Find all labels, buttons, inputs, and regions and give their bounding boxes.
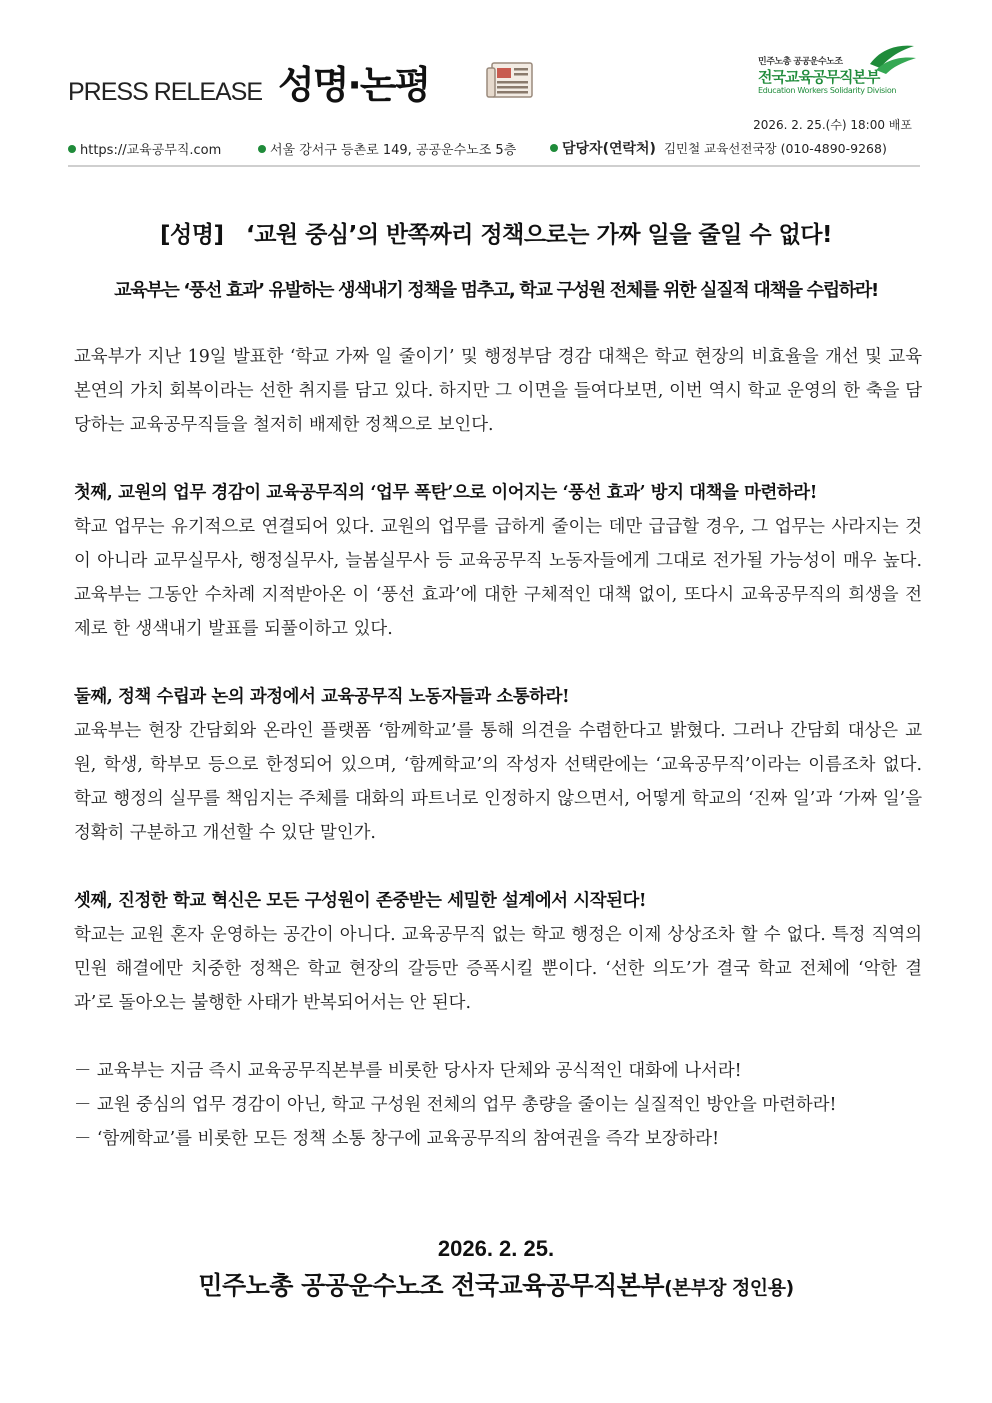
info-bar: [68, 139, 924, 161]
signature-org-name: 민주노총 공공운수노조 전국교육공무직본부: [198, 1271, 665, 1300]
logo-line3: Education Workers Solidarity Division: [758, 86, 897, 95]
signature-org: [0, 1266, 992, 1302]
press-release-label: PRESS RELEASE: [68, 78, 263, 106]
website-item[interactable]: [68, 139, 221, 158]
contact-value: 김민철 교육선전국장 (010-4890-9268): [663, 141, 887, 156]
demand-item: － 교육부는 지금 즉시 교육공무직본부를 비롯한 당사자 단체와 공식적인 대화에 나서라!: [74, 1061, 742, 1081]
statement-body: [74, 340, 922, 1156]
logo-line2: 전국교육공무직본부: [758, 68, 880, 86]
intro-paragraph: 교육부가 지난 19일 발표한 ‘학교 가짜 일 줄이기’ 및 행정부담 경감 대책은 학교 현장의 비효율을 개선 및 교육 본연의 가치 회복이라는 선한 취지를 담고 있다. 하지만 그 이면을 들여다보면, 이번 역시 학교 운영의 한 축을 담당하는 교육공무직들을 철저히 배제한 정책으로 보인다.: [74, 347, 922, 435]
section-body: 교육부는 현장 간담회와 온라인 플랫폼 ‘함께학교’를 통해 의견을 수렴한다고 밝혔다. 그러나 간담회 대상은 교원, 학생, 학부모 등으로 한정되어 있으며, ‘함께학교’의 작성자 선택란에는 ‘교육공무직’이라는 이름조차 없다. 학교 행정의 실무를 책임지는 주체를 대화의 파트너로 인정하지 않으면서, 어떻게 학교의 ‘진짜 일’과 ‘가짜 일’을 정확히 구분하고 개선할 수 있단 말인가.: [74, 721, 922, 843]
union-logo: [758, 48, 928, 100]
website-link[interactable]: https://교육공무직.com: [80, 143, 222, 158]
demand-item: － 교원 중심의 업무 경감이 아닌, 학교 구성원 전체의 업무 총량을 줄이는 실질적인 방안을 마련하라!: [74, 1095, 837, 1115]
address-item: [258, 139, 516, 158]
address-text: 서울 강서구 등촌로 149, 공공운수노조 5층: [270, 143, 517, 158]
release-date: 2026. 2. 25.(수) 18:00 배포: [753, 118, 912, 132]
section-heading: 둘째, 정책 수립과 논의 과정에서 교육공무직 노동자들과 소통하라!: [74, 687, 570, 707]
contact-item: [550, 138, 887, 158]
bullet-dot-icon: [68, 145, 76, 153]
demand-item: － ‘함께학교’를 비롯한 모든 정책 소통 창구에 교육공무직의 참여권을 즉각 보장하라!: [74, 1129, 720, 1149]
section-body: 학교는 교원 혼자 운영하는 공간이 아니다. 교육공무직 없는 학교 행정은 이제 상상조차 할 수 없다. 특정 직역의 민원 해결에만 치중한 정책은 학교 현장의 갈등만 증폭시킬 뿐이다. ‘선한 의도’가 결국 학교 전체에 ‘악한 결과’로 돌아오는 불행한 사태가 반복되어서는 안 된다.: [74, 925, 922, 1013]
bullet-dot-icon: [258, 145, 266, 153]
demands-list: [74, 1054, 922, 1156]
newspaper-icon: [484, 60, 536, 102]
contact-label: 담당자(연락처): [562, 141, 656, 157]
header: [68, 48, 924, 132]
logo-line1: 민주노총 공공운수노조: [758, 57, 843, 67]
statement-title: [성명] ‘교원 중심’의 반쪽짜리 정책으로는 가짜 일을 줄일 수 없다!: [160, 222, 832, 248]
signature-representative: (본부장 정인용): [664, 1277, 794, 1299]
doc-type-title: 성명·논평: [278, 63, 430, 107]
signature-date: 2026. 2. 25.: [437, 1236, 555, 1261]
section-heading: 셋째, 진정한 학교 혁신은 모든 구성원이 존중받는 세밀한 설계에서 시작된다!: [74, 891, 647, 911]
header-divider: [68, 165, 920, 167]
section-body: 학교 업무는 유기적으로 연결되어 있다. 교원의 업무를 급하게 줄이는 데만 급급할 경우, 그 업무는 사라지는 것이 아니라 교무실무사, 행정실무사, 늘봄실무사 등 교육공무직 노동자들에게 그대로 전가될 가능성이 매우 높다. 교육부는 그동안 수차례 지적받아온 이 ‘풍선 효과’에 대한 구체적인 대책 없이, 또다시 교육공무직의 희생을 전제로 한 생색내기 발표를 되풀이하고 있다.: [74, 517, 922, 639]
section-heading: 첫째, 교원의 업무 경감이 교육공무직의 ‘업무 폭탄’으로 이어지는 ‘풍선 효과’ 방지 대책을 마련하라!: [74, 483, 817, 503]
statement-subtitle: 교육부는 ‘풍선 효과’ 유발하는 생색내기 정책을 멈추고, 학교 구성원 전체를 위한 실질적 대책을 수립하라!: [114, 280, 878, 301]
bullet-dot-icon: [550, 144, 558, 152]
